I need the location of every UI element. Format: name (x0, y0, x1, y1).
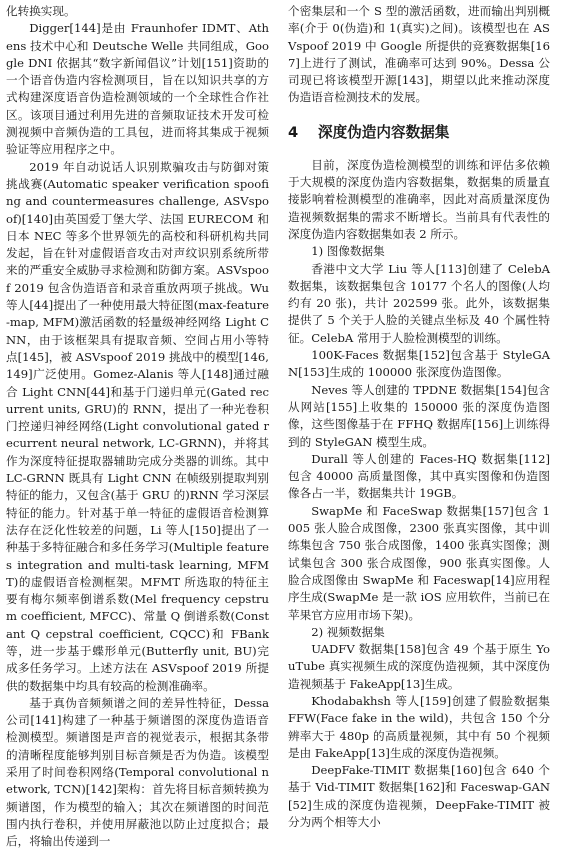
paragraph-uadfv: UADFV 数据集[158]包含 49 个基于原生 YouTube 真实视频生成的深度伪造视频，其中深度伪造视频基于 FakeApp[13]生成。 (288, 642, 550, 691)
section-number: 4 (288, 123, 299, 141)
section-intro-paragraph: 目前，深度伪造检测模型的训练和评估多依赖于大规模的深度伪造内容数据集，数据集的质量直接影响着检测模型的准确率，因此对高质量深度伪造视频数据集的需求不断增长。当前具有代表性的深度伪造内容数据集如表 2 所示。 (288, 157, 550, 241)
paragraph-continuation: 化转换实现。 (6, 4, 76, 18)
paragraph-faces-hq: Durall 等人创建的 Faces-HQ 数据集[112]包含 40000 高质量图像，其中真实图像和伪造图像各占一半，数据集共计 19GB。 (288, 451, 550, 501)
section-heading (288, 121, 550, 142)
left-column (6, 3, 269, 851)
right-column (288, 3, 550, 831)
paragraph-digger: Digger[144]是由 Fraunhofer IDMT、Athens 技术中心和 Deutsche Welle 共同组成，Google DNI 依据其“数字新闻倡议”计划[151]资助的一个语音伪造内容检测项目，旨在以知识共享的方式构建深度语音伪造检测领域的一个全球性合作社区。该项目通过利用先进的音频取证技术开发可检测视频中音频伪造的工具包，进而将其集成于视频验证等应用程序之中。 (6, 21, 269, 157)
section-title: 深度伪造内容数据集 (318, 123, 450, 141)
paragraph-dessa: 基于真伪音频频谱之间的差异性特征，Dessa 公司[141]构建了一种基于频谱图的深度伪造语音检测模型。频谱图是声音的视觉表示，根据其条带的清晰程度能够判别目标音频是否为伪造。该模型采用了时间卷积网络(Temporal convolutional network, TCN)[142]架构：首先将目标音频转换为频谱图，作为模型的输入；其次在频谱图的时间范围内执行卷积，并使用屏蔽池以防止过度拟合；最后，将输出传递到一 (6, 695, 269, 849)
paragraph-100k-faces: 100K-Faces 数据集[152]包含基于 StyleGAN[153]生成的 100000 张深度伪造图像。 (288, 348, 550, 380)
paragraph-swapme: SwapMe 和 FaceSwap 数据集[157]包含 1005 张人脸合成图像，2300 张真实图像，其中训练集包含 750 张合成图像，1400 张真实图像；测试集包含 300 张合成图像，900 张真实图像。人脸合成图像由 SwapMe 和 Faceswap[14]应用程序生成(SwapMe 是一款 iOS 应用软件，当前已在苹果官方应用市场下架)。 (288, 503, 550, 622)
paragraph-dessa-continued: 个密集层和一个 S 型的激活函数，进而输出判别概率(介于 0(伪造)和 1(真实)之间)。该模型也在 ASVspoof 2019 中 Google 所提供的竞赛数据集[167]上进行了测试，准确率可达到 90%。Dessa 公司现已将该模型开源[143]，期望以此来推动深度伪造语音检测技术的发展。 (288, 4, 550, 105)
subsection-video-datasets: 2) 视频数据集 (311, 624, 385, 639)
subsection-image-datasets: 1) 图像数据集 (311, 244, 385, 259)
paragraph-tpdne: Neves 等人创建的 TPDNE 数据集[154]包含从网站[155]上收集的 150000 张的深度伪造图像，这些图像基于在 FFHQ 数据库[156]上训练得到的 StyleGAN 模型生成。 (288, 382, 550, 449)
paragraph-deepfake-timit: DeepFake-TIMIT 数据集[160]包含 640 个基于 Vid-TIMIT 数据集[162]和 Faceswap-GAN[52]生成的深度伪造视频，DeepFake-TIMIT 被分为两个相等大小 (288, 763, 550, 830)
paragraph-celeba: 香港中文大学 Liu 等人[113]创建了 CelebA 数据集，该数据集包含 10177 个名人的图像(人均约有 20 张)，共计 202599 张。此外，该数据集提供了 5 个关于人脸的关键点坐标及 40 个属性特征。CelebA 常用于人脸检测模型的训练。 (288, 261, 550, 345)
paragraph-asvspoof: 2019 年自动说话人识别欺骗攻击与防御对策挑战赛(Automatic speaker verification spoofing and countermeasures challenge, ASVspoof)[140]由英国爱丁堡大学、法国 EURECOM 和日本 NEC 等多个世界领先的高校和科研机构共同发起，旨在针对虚假语音攻击对声纹识别系统所带来的严重安全威胁寻求检测和防御方案。ASVspoof 2019 包含伪造语音和录音重放两项子挑战。Wu 等人[44]提出了一种使用最大特征图(max-feature-map, MFM)激活函数的轻量级神经网络 Light CNN，由于该框架具有提取音频、空间占用小等特点[145]，被 ASVspoof 2019 挑战中的模型[146, 149]广泛使用。Gomez-Alanis 等人[148]通过融合 Light CNN[44]和基于门递归单元(Gated recurrent units, GRU)的 RNN，提出了一种光卷积门控递归神经网络(Light convolutional gated recurrent neural network, LC-GRNN)，并将其作为深度特征提取器辅助完成分类器的训练。其中 LC-GRNN 既具有 Light CNN 在帧级别提取判别特征的能力，又包含(基于 GRU 的)RNN 学习深层特征的能力。针对基于单一特征的虚假语音检测算法存在泛化性较差的问题，Li 等人[150]提出了一种基于多特征融合和多任务学习(Multiple features integration and multi-task learning, MFMT)的虚假语音检测框架。MFMT 所选取的特征主要有梅尔频率倒谱系数(Mel frequency cepstrum coefficient, MFCC)、常量 Q 倒谱系数(Constant Q cepstral coefficient, CQCC)和 FBank 等，进一步基于蝶形单元(Butterfly unit, BU)完成多任务学习。上述方法在 ASVspoof 2019 所提供的数据集中均具有较高的检测准确率。 (6, 159, 269, 693)
paragraph-ffw: Khodabakhsh 等人[159]创建了假脸数据集 FFW(Face fake in the wild)，共包含 150 个分辨率大于 480p 的高质量视频，其中有 50 个视频是由 FakeApp[13]生成的深度伪造视频。 (288, 693, 550, 760)
